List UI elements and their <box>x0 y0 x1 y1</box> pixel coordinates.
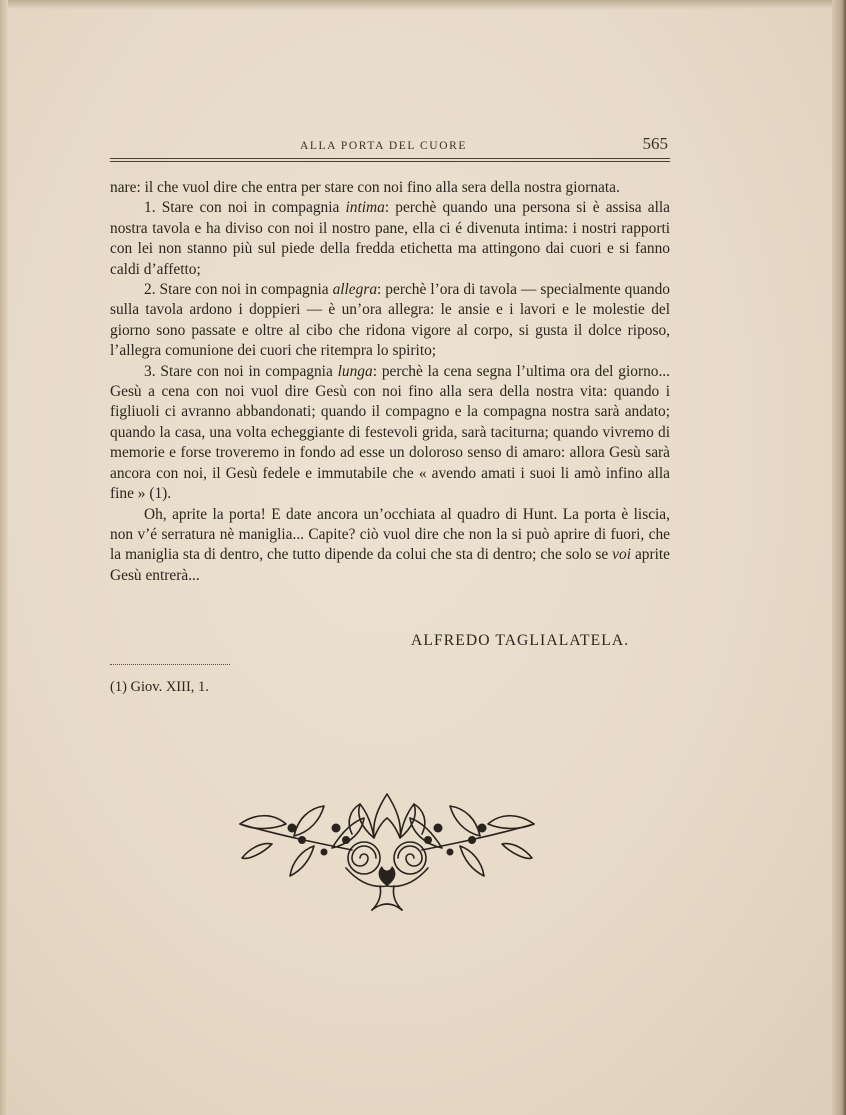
emphasis-text: lunga <box>337 362 373 380</box>
body-text <box>110 178 670 586</box>
page-right-edge <box>832 0 846 1115</box>
paragraph-text: 3. Stare con noi in compagnia <box>144 362 338 380</box>
paragraph-text: aprite Gesù entrerà... <box>110 546 670 584</box>
paragraph-lunga <box>110 362 670 505</box>
paragraph-continuation: nare: il che vuol dire che entra per stare con noi fino alla sera della nostra giornata. <box>110 179 620 196</box>
emphasis-text: allegra <box>332 281 378 299</box>
author-signature: ALFREDO TAGLIALATELA. <box>411 632 630 649</box>
paragraph-allegra <box>110 280 670 362</box>
running-head-title: ALLA PORTA DEL CUORE <box>300 140 468 152</box>
emphasis-text: voi <box>612 546 631 564</box>
paragraph-text: 2. Stare con noi in compagnia <box>144 281 333 299</box>
footnote-rule <box>110 664 230 665</box>
paragraph-text: : perchè l’ora di tavola — specialmente quando sulla tavola ardono i doppieri — è un’ora allegra: le ansie e i lavori e le molestie del giorno sono passate e oltre al cibo che ridona vigore al corpo, si gusta il dolce riposo, l’allegra comunione dei cuori che ritempra lo spirito; <box>110 281 670 360</box>
floral-ornament-icon <box>232 788 542 916</box>
running-head <box>110 134 670 158</box>
footnote: (1) Giov. XIII, 1. <box>110 679 209 695</box>
header-rule-bottom <box>110 161 670 162</box>
paragraph-text: Oh, aprite la porta! E date ancora un’occhiata al quadro di Hunt. La porta è liscia, non v’é serratura nè maniglia... Capite? ciò vuol dire che non la si può aprire di fuori, che la maniglia sta di dentro, che tutto dipende da colui che sta di dentro; che solo se <box>110 505 670 564</box>
paragraph-text: : perchè la cena segna l’ultima ora del giorno... Gesù a cena con noi vuol dire Gesù con noi fino alla sera della nostra vita: quando i figliuoli ci avranno abbandonati; quando il compagno e la compagna nostra sarà andato; quando la casa, una volta echeggiante di festevoli grida, sarà taciturna; quando vivremo di memorie e forse troveremo in fondo ad esse un doloroso senso di amaro: allora Gesù sarà ancora con noi, il Gesù fedele e immutabile che « avendo amati i suoi li amò infino alla fine » (1). <box>110 362 671 503</box>
page-top-edge <box>0 0 846 10</box>
paragraph-text: : perchè quando una persona si è assisa alla nostra tavola e ha diviso con noi il nostro pane, ella ci é divenuta intima: i nostri rapporti con lei non stanno più sul piede della fredda etichetta ma attingono dai cuori e si fanno caldi d’affetto; <box>110 199 670 278</box>
header-rule-top <box>110 158 670 159</box>
page-left-edge <box>0 0 8 1115</box>
page-number: 565 <box>642 134 668 153</box>
paragraph-intima <box>110 198 670 280</box>
paragraph-porta <box>110 505 670 587</box>
paragraph-text: 1. Stare con noi in compagnia <box>144 199 346 217</box>
emphasis-text: intima <box>345 199 385 217</box>
